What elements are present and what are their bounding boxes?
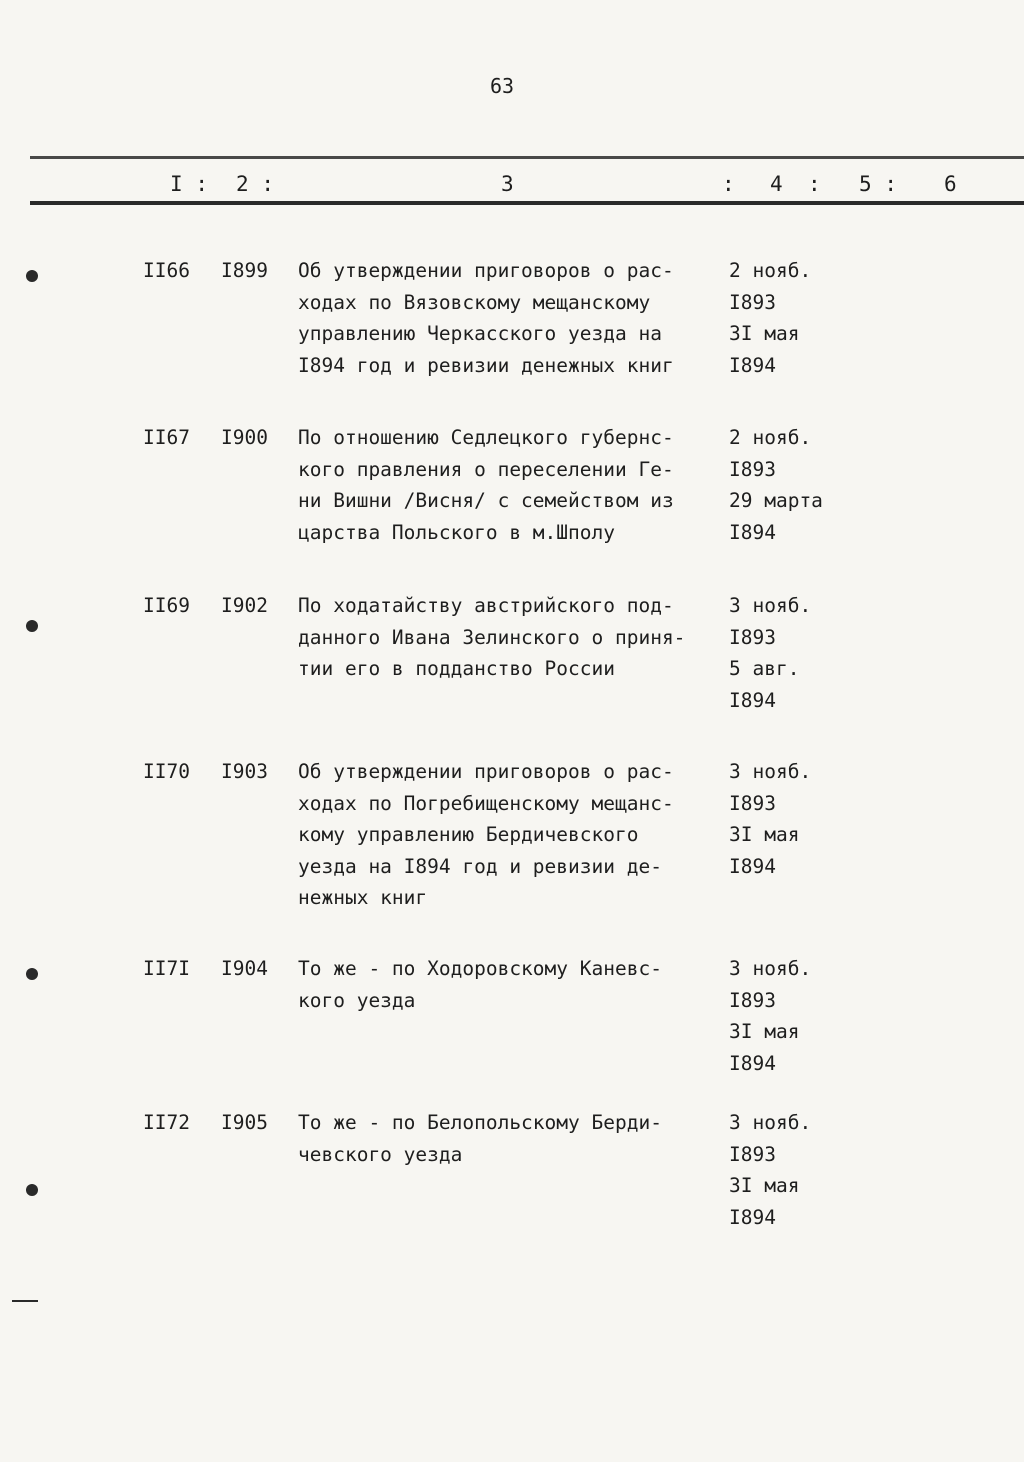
col-header-6: 6 [944, 172, 957, 196]
record-number: II66 [143, 259, 190, 282]
record-number: II67 [143, 426, 190, 449]
record-description: По ходатайству австрийского под- данного Ивана Зелинского о приня- тии его в подданство России [298, 594, 686, 680]
record-file-number: I905 [221, 1111, 268, 1134]
col-header-5: 5 : [859, 172, 897, 196]
punch-hole [26, 620, 38, 632]
record-description: Об утверждении приговоров о рас- ходах по Вязовскому мещанскому управлению Черкасского уезда на I894 год и ревизии денежных книг [298, 259, 674, 377]
record-dates: 2 нояб. I893 3I мая I894 [729, 259, 812, 377]
record-dates: 3 нояб. I893 3I мая I894 [729, 957, 812, 1075]
record-description: Об утверждении приговоров о рас- ходах по Погребищенскому мещанс- кому управлению Бердичевского уезда на I894 год и ревизии де- нежных книг [298, 760, 674, 909]
col-header-sep-3: : [722, 172, 735, 196]
header-rule-top [30, 156, 1024, 159]
record-description: То же - по Белопольскому Берди- чевского уезда [298, 1111, 662, 1166]
record-file-number: I900 [221, 426, 268, 449]
header-rule-bottom [30, 201, 1024, 205]
record-file-number: I904 [221, 957, 268, 980]
record-number: II70 [143, 760, 190, 783]
punch-hole [26, 270, 38, 282]
col-header-4: 4 : [770, 172, 821, 196]
record-file-number: I902 [221, 594, 268, 617]
record-number: II7I [143, 957, 190, 980]
record-dates: 3 нояб. I893 5 авг. I894 [729, 594, 812, 712]
record-dates: 3 нояб. I893 3I мая I894 [729, 1111, 812, 1229]
record-description: По отношению Седлецкого губернс- кого правления о переселении Ге- ни Вишни /Висня/ с семейством из царства Польского в м.Шполу [298, 426, 674, 544]
col-header-2: 2 : [236, 172, 274, 196]
punch-hole [26, 1184, 38, 1196]
record-number: II72 [143, 1111, 190, 1134]
col-header-3: 3 [501, 172, 514, 196]
column-header-row [0, 172, 1024, 198]
punch-hole [26, 968, 38, 980]
record-description: То же - по Ходоровскому Каневс- кого уезда [298, 957, 662, 1012]
record-dates: 3 нояб. I893 3I мая I894 [729, 760, 812, 878]
record-dates: 2 нояб. I893 29 марта I894 [729, 426, 823, 544]
record-file-number: I903 [221, 760, 268, 783]
record-file-number: I899 [221, 259, 268, 282]
margin-mark [12, 1300, 38, 1302]
record-number: II69 [143, 594, 190, 617]
page-number: 63 [490, 74, 515, 98]
col-header-1: I : [170, 172, 208, 196]
